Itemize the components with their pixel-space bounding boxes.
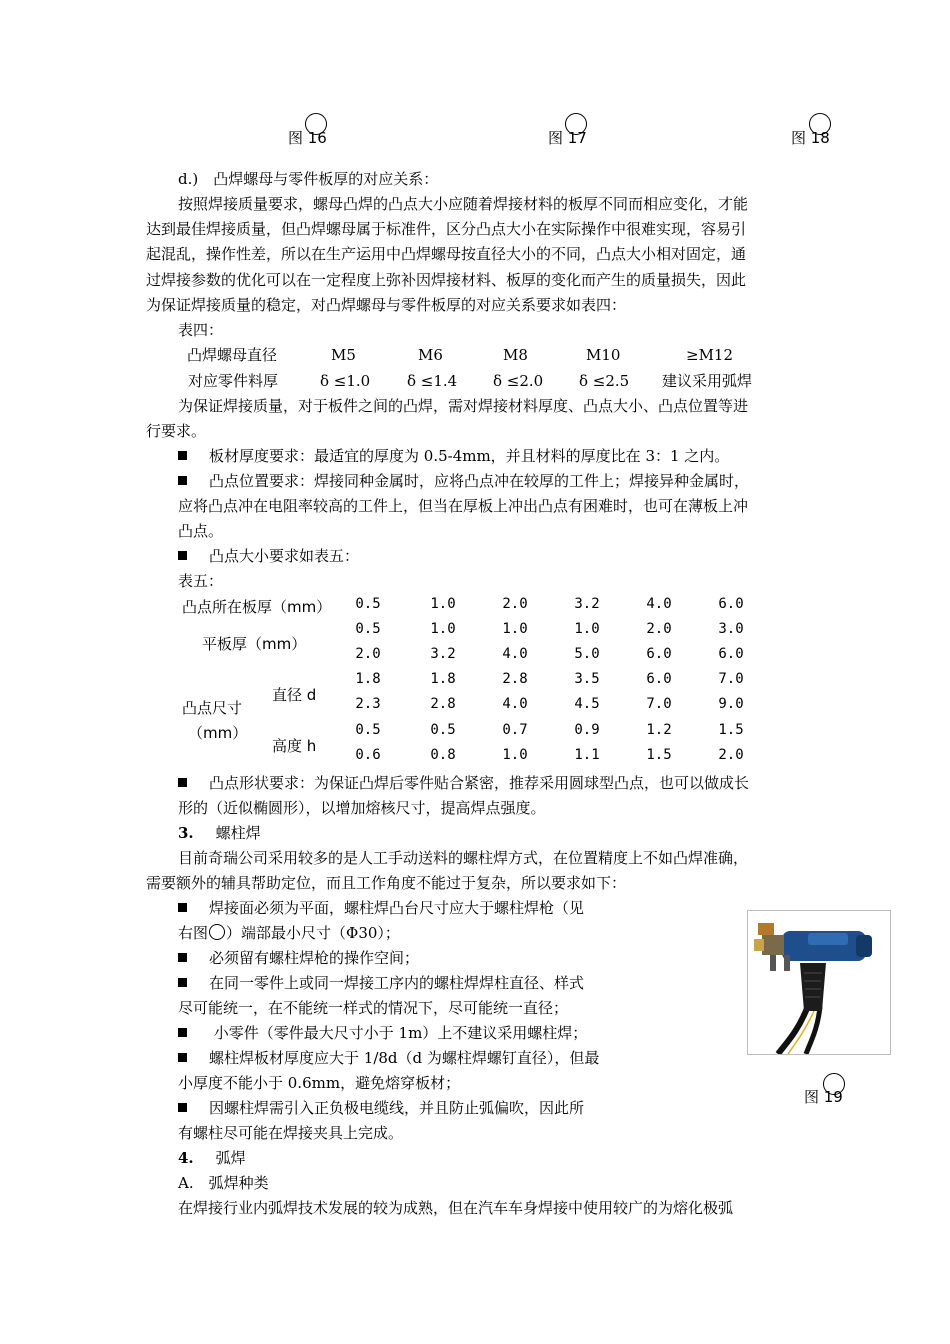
bullet-text: 凸点位置要求：焊接同种金属时，应将凸点冲在较厚的工件上；焊接异种金属时， (209, 472, 750, 490)
bullet-text: 焊接面必须为平面，螺柱焊凸台尺寸应大于螺柱焊枪（见 (209, 899, 585, 917)
figure-19-label: 图 19 (804, 1088, 843, 1106)
table5-cell: 6.0 (646, 646, 672, 662)
table5-cell: 0.5 (430, 722, 456, 738)
after-table4-line-1: 为保证焊接质量，对于板件之间的凸焊，需对焊接材料厚度、凸点大小、凸点位置等进 (178, 397, 749, 415)
table5-cell: 2.0 (355, 646, 381, 662)
after-table4-line-2: 行要求。 (146, 422, 207, 440)
stud-bullet-2 (178, 948, 419, 968)
section-d-heading: d.) 凸焊螺母与零件板厚的对应关系： (178, 170, 439, 188)
section-d-paragraph-line-1: 按照焊接质量要求，螺母凸焊的凸点大小应随着焊接材料的板厚不同而相应变化，才能 (178, 195, 749, 213)
table5-plate-label: 凸点所在板厚（mm） (182, 598, 332, 616)
table5-flat-label: 平板厚（mm） (202, 635, 307, 653)
figure-17-marker-icon (565, 113, 587, 135)
stud-bullet-1-cont (178, 923, 400, 943)
stud-welding-gun-icon (748, 911, 890, 1054)
table5-cell: 3.2 (430, 646, 456, 662)
table5-cell: 2.0 (718, 747, 744, 763)
stud-bullet-3-cont: 尽可能统一，在不能统一样式的情况下，尽可能统一直径； (178, 999, 569, 1017)
table5-cell: 1.0 (502, 747, 528, 763)
table4-label: 表四： (178, 321, 224, 339)
figure-16-marker-icon (305, 113, 327, 135)
bullet-text: 小零件（零件最大尺寸小于 1m）上不建议采用螺柱焊； (209, 1024, 588, 1042)
table5-cell: 0.5 (355, 621, 381, 637)
bullet-text: 必须留有螺柱焊枪的操作空间； (209, 949, 420, 967)
table5-size-unit: （mm） (188, 724, 248, 742)
figure-ref-marker-icon (209, 924, 225, 940)
stud-welding-gun-photo (747, 910, 891, 1055)
stud-bullet-4 (178, 1023, 587, 1043)
stud-bullet-1 (178, 898, 584, 918)
table5-cell: 4.0 (646, 596, 672, 612)
figure-18-marker-icon (809, 113, 831, 135)
table5-cell: 4.0 (502, 646, 528, 662)
bullet-text: 因螺柱焊需引入正负极电缆线，并且防止弧偏吹，因此所 (209, 1099, 585, 1117)
bullet-square-icon (178, 903, 187, 912)
table4-row2-cell: 建议采用弧焊 (662, 372, 753, 390)
bullet-square-icon (178, 778, 187, 787)
bullet-square-icon (178, 1053, 187, 1062)
table5-cell: 5.0 (574, 646, 600, 662)
table5-cell: 3.0 (718, 621, 744, 637)
bullet-projection-position-cont-2: 凸点。 (178, 522, 224, 540)
section-4-subheading: A. 弧焊种类 (178, 1174, 269, 1192)
bullet-projection-shape (178, 773, 749, 793)
figure-18-label: 图 18 (791, 129, 830, 147)
table5-cell: 2.8 (502, 671, 528, 687)
table5-cell: 3.2 (574, 596, 600, 612)
table4-row2-cell: δ ≤1.0 (320, 372, 371, 390)
table5-cell: 1.0 (430, 621, 456, 637)
table5-height-label: 高度 h (272, 737, 317, 755)
table5-cell: 1.0 (430, 596, 456, 612)
table5-cell: 1.0 (574, 621, 600, 637)
table4-row2-cell: δ ≤2.0 (493, 372, 544, 390)
figure-16-label: 图 16 (288, 129, 327, 147)
section-3-para-line-1: 目前奇瑞公司采用较多的是人工手动送料的螺柱焊方式，在位置精度上不如凸焊准确， (178, 849, 749, 867)
table5-label: 表五： (178, 572, 224, 590)
table5-cell: 0.5 (355, 596, 381, 612)
table4-row2-cell: δ ≤1.4 (407, 372, 458, 390)
table5-diameter-label: 直径 d (272, 686, 317, 704)
bullet-text: 在同一零件上或同一焊接工序内的螺柱焊焊柱直径、样式 (209, 974, 585, 992)
bullet-plate-thickness (178, 446, 729, 466)
bullet-projection-position-cont-1: 应将凸点冲在电阻率较高的工件上，但当在厚板上冲出凸点有困难时，也可在薄板上冲 (178, 497, 749, 515)
table5-cell: 1.5 (718, 722, 744, 738)
table5-size-label: 凸点尺寸 (182, 699, 243, 717)
bullet-text: ）端部最小尺寸（Φ30）； (226, 924, 400, 942)
stud-bullet-6 (178, 1098, 584, 1118)
section-d-paragraph-line-3: 起混乱，操作性差，所以在生产运用中凸焊螺母按直径大小的不同，凸点大小相对固定，通 (146, 245, 747, 263)
bullet-text: 右图 (178, 924, 209, 942)
bullet-square-icon (178, 551, 187, 560)
bullet-square-icon (178, 476, 187, 485)
table5-cell: 3.5 (574, 671, 600, 687)
section-4-heading (178, 1148, 246, 1168)
table5-cell: 1.1 (574, 747, 600, 763)
table5-cell: 1.0 (502, 621, 528, 637)
table5-cell: 4.0 (502, 696, 528, 712)
table5-cell: 0.9 (574, 722, 600, 738)
table5-cell: 0.7 (502, 722, 528, 738)
table5-cell: 0.5 (355, 722, 381, 738)
figure-17-label: 图 17 (548, 129, 587, 147)
stud-bullet-5 (178, 1048, 599, 1068)
table5-cell: 1.8 (430, 671, 456, 687)
section-4-number: 4. (178, 1149, 194, 1167)
section-3-number: 3. (178, 824, 194, 842)
table5-cell: 6.0 (718, 646, 744, 662)
bullet-square-icon (178, 1028, 187, 1037)
section-d-paragraph-line-4: 过焊接参数的优化可以在一定程度上弥补因焊接材料、板厚的变化而产生的质量损失，因此 (146, 271, 747, 289)
table5-cell: 4.5 (574, 696, 600, 712)
bullet-square-icon (178, 978, 187, 987)
table4-row2-cell: δ ≤2.5 (579, 372, 630, 390)
bullet-text: 凸点大小要求如表五： (209, 547, 360, 565)
table5-cell: 6.0 (718, 596, 744, 612)
figure-19-marker-icon (823, 1073, 845, 1095)
stud-bullet-3 (178, 973, 584, 993)
bullet-projection-size (178, 546, 359, 566)
section-3-para-line-2: 需要额外的辅具帮助定位，而且工作角度不能过于复杂，所以要求如下： (146, 874, 627, 892)
section-d-paragraph-line-2: 达到最佳焊接质量，但凸焊螺母属于标准件，区分凸点大小在实际操作中很难实现，容易引 (146, 220, 747, 238)
table5-cell: 1.8 (355, 671, 381, 687)
bullet-text: 凸点形状要求：为保证凸焊后零件贴合紧密，推荐采用圆球型凸点，也可以做成长 (209, 774, 750, 792)
table4-row1-label: 凸焊螺母直径 (187, 346, 278, 364)
bullet-projection-position (178, 471, 749, 491)
table4-row1-cell: M10 (586, 346, 621, 364)
bullet-projection-shape-cont: 形的（近似椭圆形），以增加熔核尺寸，提高焊点强度。 (178, 799, 546, 817)
section-4-para-line-1: 在焊接行业内弧焊技术发展的较为成熟，但在汽车车身焊接中使用较广的为熔化极弧 (178, 1199, 734, 1217)
table5-cell: 7.0 (646, 696, 672, 712)
table5-cell: 2.0 (646, 621, 672, 637)
table5-cell: 2.0 (502, 596, 528, 612)
table4-row1-cell: M6 (418, 346, 443, 364)
table5-cell: 2.8 (430, 696, 456, 712)
section-d-paragraph-line-5: 为保证焊接质量的稳定，对凸焊螺母与零件板厚的对应关系要求如表四： (146, 296, 627, 314)
section-4-title: 弧焊 (215, 1149, 246, 1167)
table5-cell: 7.0 (718, 671, 744, 687)
section-3-title: 螺柱焊 (215, 824, 261, 842)
bullet-square-icon (178, 953, 187, 962)
table5-cell: 2.3 (355, 696, 381, 712)
table5-cell: 0.6 (355, 747, 381, 763)
stud-bullet-5-cont: 小厚度不能小于 0.6mm，避免熔穿板材； (178, 1074, 461, 1092)
table5-cell: 1.2 (646, 722, 672, 738)
table4-row2-label: 对应零件料厚 (188, 372, 279, 390)
table4-row1-cell: M8 (503, 346, 528, 364)
bullet-text: 板材厚度要求：最适宜的厚度为 0.5-4mm，并且材料的厚度比在 3：1 之内。 (209, 447, 730, 465)
bullet-square-icon (178, 1103, 187, 1112)
section-3-heading (178, 823, 261, 843)
bullet-square-icon (178, 451, 187, 460)
bullet-text: 螺柱焊板材厚度应大于 1/8d（d 为螺柱焊螺钉直径），但最 (209, 1049, 600, 1067)
table5-cell: 6.0 (646, 671, 672, 687)
table5-cell: 0.8 (430, 747, 456, 763)
table5-cell: 1.5 (646, 747, 672, 763)
table4-row1-cell: ≥M12 (686, 346, 734, 364)
table4-row1-cell: M5 (331, 346, 356, 364)
table5-cell: 9.0 (718, 696, 744, 712)
stud-bullet-6-cont: 有螺柱尽可能在焊接夹具上完成。 (178, 1124, 404, 1142)
